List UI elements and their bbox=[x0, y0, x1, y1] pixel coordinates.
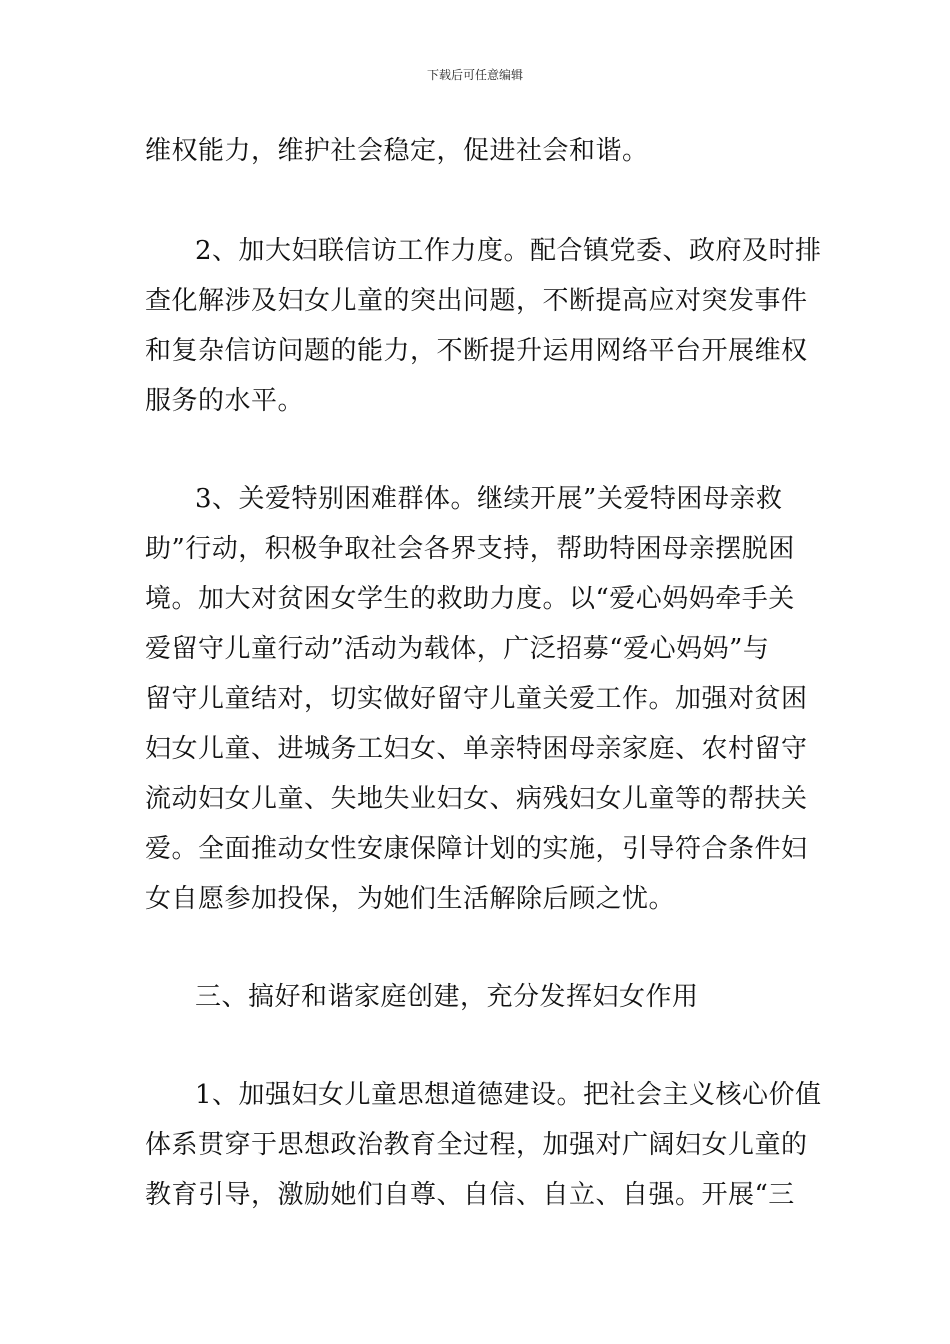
text-line: 3、关爱特别困难群体。继续开展”关爱特困母亲救 bbox=[195, 484, 783, 514]
text-line: 维权能力，维护社会稳定，促进社会和谐。 bbox=[145, 136, 649, 166]
text-line: 1、加强妇女儿童思想道德建设。把社会主义核心价值 bbox=[195, 1080, 822, 1110]
text-line: 流动妇女儿童、失地失业妇女、病残妇女儿童等的帮扶关 bbox=[145, 784, 808, 814]
text-line: 爱留守儿童行动”活动为载体，广泛招募“爱心妈妈”与 bbox=[145, 634, 770, 664]
text-line: 2、加大妇联信访工作力度。配合镇党委、政府及时排 bbox=[195, 236, 822, 266]
text-line: 女自愿参加投保，为她们生活解除后顾之忧。 bbox=[145, 884, 676, 914]
text-line: 教育引导，激励她们自尊、自信、自立、自强。开展“三 bbox=[145, 1180, 795, 1210]
text-line: 助”行动，积极争取社会各界支持，帮助特困母亲摆脱困 bbox=[145, 534, 795, 564]
text-line: 体系贯穿于思想政治教育全过程，加强对广阔妇女儿童的 bbox=[145, 1130, 808, 1160]
page-header: 下载后可任意编辑 bbox=[426, 68, 523, 82]
text-line: 留守儿童结对，切实做好留守儿童关爱工作。加强对贫困 bbox=[145, 684, 808, 714]
text-line: 服务的水平。 bbox=[145, 386, 305, 416]
section-heading: 三、搞好和谐家庭创建，充分发挥妇女作用 bbox=[195, 982, 699, 1012]
text-line: 查化解涉及妇女儿童的突出问题，不断提高应对突发事件 bbox=[145, 286, 808, 316]
text-line: 妇女儿童、进城务工妇女、单亲特困母亲家庭、农村留守 bbox=[145, 734, 808, 764]
text-line: 和复杂信访问题的能力，不断提升运用网络平台开展维权 bbox=[145, 336, 808, 366]
text-line: 境。加大对贫困女学生的救助力度。以“爱心妈妈牵手关 bbox=[145, 584, 795, 614]
text-line: 爱。全面推动女性安康保障计划的实施，引导符合条件妇 bbox=[145, 834, 808, 864]
